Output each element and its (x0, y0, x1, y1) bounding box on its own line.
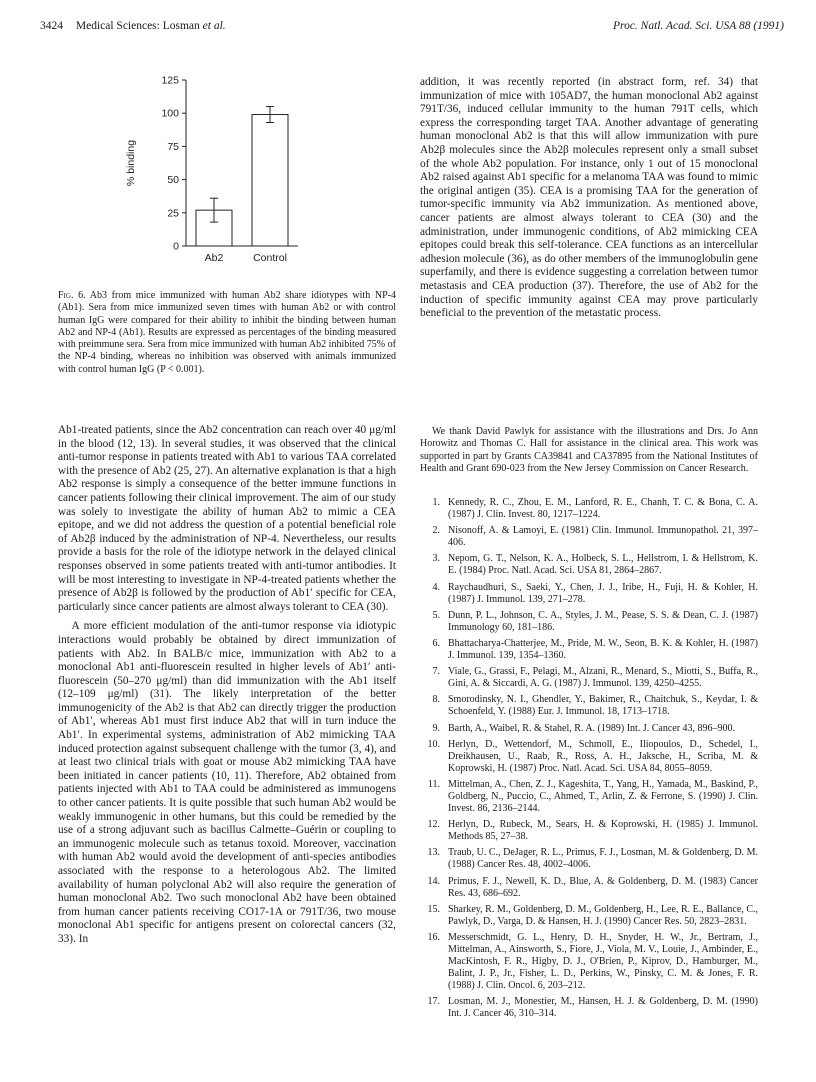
reference-number: 17. (427, 996, 440, 1008)
reference-number: 10. (427, 738, 440, 750)
reference-text: Smorodinsky, N. I., Ghendler, Y., Bakimer, R., Chaitchuk, S., Keydar, I. & Schoenfeld, Y. (1988) Eur. J. Immunol. 18, 1713–1718. (448, 694, 758, 718)
running-header (40, 20, 784, 36)
y-tick-label: 75 (167, 140, 179, 153)
reference-number: 6. (432, 637, 440, 649)
reference-text: Losman, M. J., Monestier, M., Hansen, H. J. & Goldenberg, D. M. (1990) Int. J. Cancer 46, 310–314. (448, 996, 758, 1020)
reference-item (420, 904, 758, 928)
reference-text: Kennedy, R. C., Zhou, E. M., Lanford, R. E., Chanh, T. C. & Bona, C. A. (1987) J. Clin. Invest. 80, 1217–1224. (448, 497, 758, 521)
reference-item (420, 553, 758, 577)
reference-item (420, 723, 758, 735)
y-tick-label: 25 (167, 207, 179, 220)
reference-number: 8. (432, 694, 440, 706)
reference-number: 11. (427, 778, 440, 790)
journal-citation: Proc. Natl. Acad. Sci. USA 88 (1991) (613, 20, 784, 32)
reference-item (420, 497, 758, 521)
reference-number: 4. (432, 581, 440, 593)
right-column-body (420, 76, 758, 321)
reference-text: Primus, F. J., Newell, K. D., Blue, A. & Goldenberg, D. M. (1983) Cancer Res. 43, 686–692. (448, 875, 758, 899)
reference-item (420, 525, 758, 549)
y-tick-label: 100 (161, 107, 179, 120)
figure-caption-text: Ab3 from mice immunized with human Ab2 share idiotypes with NP-4 (Ab1). Sera from mice immunized seven times with human Ab2 or with control human IgG were compared for their ability to inhibit the binding between human Ab2 and NP-4 (Ab1). Results are expressed as percentages of the binding measured with preimmune sera. Sera from mice immunized with human Ab2 inhibited 75% of the NP-4 binding, whereas no inhibition was observed with animals immunized with control human IgG (P < 0.001). (58, 290, 397, 375)
reference-text: Herlyn, D., Rubeck, M., Sears, H. & Koprowski, H. (1985) J. Immunol. Methods 85, 27–38. (448, 819, 758, 843)
reference-item (420, 610, 758, 634)
bar-control (252, 115, 288, 246)
page-number: 3424 (40, 20, 63, 32)
figure-label: Fig. 6. (58, 290, 86, 301)
reference-text: Mittelman, A., Chen, Z. J., Kageshita, T., Yang, H., Yamada, M., Baskind, P., Goldberg, N., Puccio, C., Ahmed, T., Arlin, Z. & Ferrone, S. (1990) J. Clin. Invest. 86, 2136–2144. (448, 778, 758, 815)
reference-text: Bhattacharya-Chatterjee, M., Pride, M. W., Seon, B. K. & Kohler, H. (1987) J. Immunol. 139, 1354–1360. (448, 637, 758, 662)
reference-number: 9. (432, 722, 440, 734)
reference-number: 2. (432, 525, 440, 537)
body-paragraph: A more efficient modulation of the anti-tumor response via idiotypic interactions would probably be obtained by direct immunization of patients with Ab2. In BALB/c mice, immunization with Ab2 to a monoclonal Ab1 anti-fluorescein resulted in higher levels of Ab1′ anti-fluorescein (50–270 μg/ml) than did immunization with the Ab1 itself (12–109 μg/ml) (31). The likely interpretation of the better immunogenicity of the Ab2 is that Ab2 can directly trigger the production of Ab1′, whereas Ab1 must first induce Ab2 that will in turn induce the Ab1′. In experimental systems, administration of Ab2 mimicking TAA induced protection against subsequent challenge with the tumor (3, 4), and at least two clinical trials with goat or mouse Ab2 mimicking TAA have been initiated in cancer patients (10, 11). Therefore, Ab2 obtained from patients injected with Ab1 to TAA could be administered as immunogens to other cancer patients. It is quite possible that such human Ab2 would be weakly immunogenic in other humans, but this could be remedied by the use of a strong adjuvant such as bacillus Calmette–Guérin or coupling to an immunogenic molecule such as tetanus toxoid. Moreover, vaccination with human Ab2 would avoid the development of anti-species antibodies associated with the response to a heterologous Ab2. The limited availability of human polyclonal Ab2 will also require the generation of human monoclonal Ab2. Two such monoclonal Ab2 have been obtained from human cancer patients receiving CO17-1A or 791T/36, two mouse monoclonal Ab1 specific for antigens present on colorectal cancers (32, 33). In (58, 620, 396, 945)
reference-item (420, 666, 758, 690)
reference-text: Messerschmidt, G. L., Henry, D. H., Snyder, H. W., Jr., Bertram, J., Mittelman, A., Ainsworth, S., Fiore, J., Viola, M. V., Louie, J., Ambinder, E., MacKintosh, F. R., Higby, D. J., O'Brien, P., Kiprov, D., Hamburger, M., Balint, J. P., Jr., Fisher, L. D., Perkins, W., Pinsky, C. M. & Jones, F. R. (1988) J. Clin. Oncol. 6, 203–212. (448, 931, 758, 992)
y-axis-label: % binding (125, 139, 137, 187)
reference-number: 14. (427, 875, 440, 887)
left-column-body (58, 424, 396, 947)
reference-text: Traub, U. C., DeJager, R. L., Primus, F. J., Losman, M. & Goldenberg, D. M. (1988) Cancer Res. 48, 4002–4006. (448, 847, 758, 871)
body-paragraph: Ab1-treated patients, since the Ab2 concentration can reach over 40 μg/ml in the blood (12, 13). In several studies, it was observed that the clinical anti-tumor response in patients treated with Ab1 to various TAA correlated with the presence of Ab2 (25, 27). An alternative explanation is that a high Ab2 response is simply a consequence of the better immune functions in cancer patients following their clinical improvement. The aim of our study was solely to investigate the ability of human Ab2 to mimic a CEA epitope, and we did not address the question of a potential beneficial role of Ab2β induced by the administration of NP-4. Nevertheless, our results provide a basis for the role of the idiotype network in the delayed clinical responses observed in some patients treated with anti-tumor antibodies. It will be most interesting to investigate in NP-4-treated patients whether the presence of Ab2β is followed by the production of Ab1′ specific for CEA, particularly since cancer patients are almost always tolerant to CEA (30). (58, 424, 396, 613)
y-tick-label: 50 (167, 174, 179, 187)
reference-number: 3. (432, 553, 440, 565)
reference-item (420, 847, 758, 871)
x-category-label: Control (253, 252, 287, 264)
reference-list (420, 497, 758, 1021)
reference-number: 15. (427, 903, 440, 915)
reference-text: Nepom, G. T., Nelson, K. A., Holbeck, S. L., Hellstrom, I. & Hellstrom, K. E. (1984) Proc. Natl. Acad. Sci. USA 81, 2864–2867. (448, 553, 758, 577)
acknowledgment-block (420, 426, 758, 475)
reference-item (420, 779, 758, 815)
y-tick-label: 125 (161, 74, 179, 87)
reference-number: 13. (427, 847, 440, 859)
reference-number: 16. (427, 931, 440, 943)
reference-text: Viale, G., Grassi, F., Pelagi, M., Alzani, R., Menard, S., Miotti, S., Buffa, R., Gini, A. & Siccardi, A. G. (1987) J. Immunol. 139, 4250–4255. (448, 666, 758, 690)
reference-number: 12. (427, 819, 440, 831)
reference-text: Sharkey, R. M., Goldenberg, D. M., Goldenberg, H., Lee, R. E., Ballance, C., Pawlyk, D., Varga, D. & Hansen, H. J. (1990) Cancer Res. 50, 2823–2831. (448, 903, 758, 927)
acknowledgment: We thank David Pawlyk for assistance with the illustrations and Drs. Jo Ann Horowitz and Thomas C. Hall for assistance in the clinical area. This work was supported in part by Grants CA39841 and CA37895 from the National Institutes of Health and Grant 690-023 from the New Jersey Commission on Cancer Research. (420, 426, 758, 474)
reference-item (420, 996, 758, 1020)
reference-item (420, 932, 758, 992)
header-left (40, 20, 236, 32)
reference-item (420, 638, 758, 662)
y-tick-label: 0 (173, 240, 179, 253)
reference-number: 5. (432, 609, 440, 621)
figure-6-chart (108, 68, 304, 278)
x-category-label: Ab2 (204, 252, 224, 264)
references-section (420, 497, 758, 1025)
section-title: Medical Sciences: Losman et al. (75, 20, 226, 32)
figure-caption (58, 290, 396, 376)
reference-text: Herlyn, D., Wettendorf, M., Schmoll, E., Iliopoulos, D., Schedel, I., Dreikhausen, U., Raab, R., Ross, A. H., Jaksche, H., Scriba, M. & Koprowski, H. (1987) Proc. Natl. Acad. Sci. USA 84, 8055–8059. (448, 738, 758, 774)
reference-number: 7. (432, 666, 440, 678)
reference-text: Raychaudhuri, S., Saeki, Y., Chen, J. J., Iribe, H., Fuji, H. & Kohler, H. (1987) J. Immunol. 139, 271–278. (448, 581, 758, 605)
body-paragraph: addition, it was recently reported (in abstract form, ref. 34) that immunization of mice with 105AD7, the human monoclonal Ab2 against 791T/36, induced cellular immunity to the human 791T cells, which express the corresponding target TAA. Another advantage of generating human monoclonal Ab2 is that this will allow immunization with pure Ab2β molecules since the Ab2β molecules represent only a small subset of the whole Ab2 population. For instance, only 1 out of 15 monoclonal Ab2 raised against Ab1 specific for a melanoma TAA was found to mimic the original antigen (35). CEA is a promising TAA for the generation of tumor-specific immunity via Ab2 immunization. As mentioned above, cancer patients are almost always tolerant to CEA (30) and the administration, under immunogenic conditions, of Ab2 mimicking CEA epitopes could break this self-tolerance. CEA functions as an intercellular adhesion molecule (36), as do other members of the immunoglobulin gene superfamily, and there is evidence suggesting a correlation between tumor metastasis and CEA production (37). Therefore, the use of Ab2 for the induction of specific immunity against CEA may prove particularly beneficial to the prevention of the metastatic process. (420, 76, 758, 320)
reference-item (420, 739, 758, 775)
reference-item (420, 876, 758, 900)
reference-number: 1. (432, 497, 440, 508)
reference-item (420, 819, 758, 843)
reference-item (420, 694, 758, 718)
reference-text: Nisonoff, A. & Lamoyi, E. (1981) Clin. Immunol. Immunopathol. 21, 397–406. (448, 525, 758, 549)
reference-text: Dunn, P. L., Johnson, C. A., Styles, J. M., Pease, S. S. & Dean, C. J. (1987) Immunology 60, 181–186. (448, 609, 758, 633)
reference-text: Barth, A., Waibel, R. & Stahel, R. A. (1989) Int. J. Cancer 43, 896–900. (448, 722, 736, 734)
reference-item (420, 582, 758, 606)
